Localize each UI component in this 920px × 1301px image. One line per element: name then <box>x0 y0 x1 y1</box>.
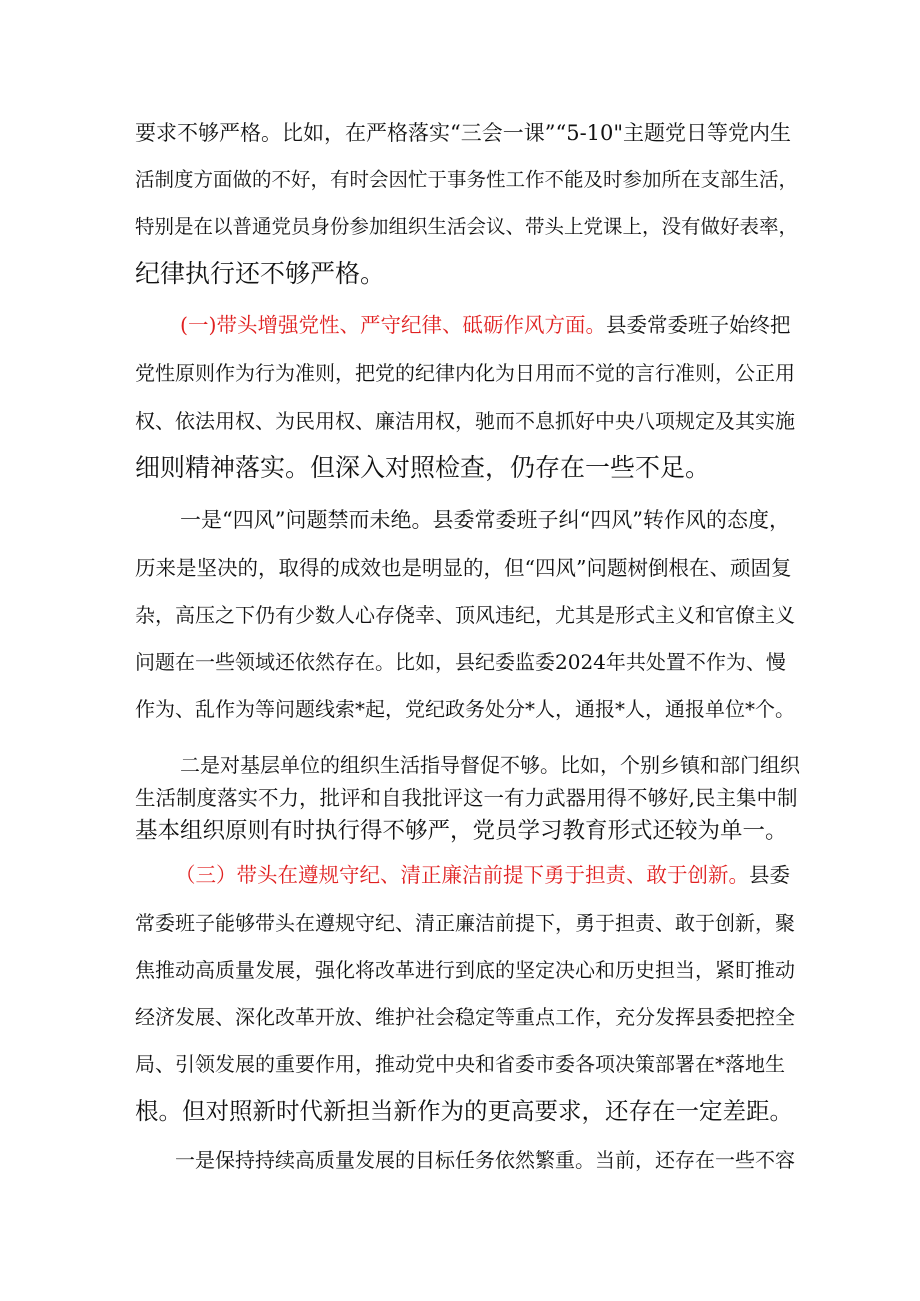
p2-line-1 <box>180 310 791 340</box>
p5-line-4: 经济发展、深化改革开放、维护社会稳定等重点工作，充分发挥县委把控全 <box>135 1005 795 1029</box>
p1-line-3: 特别是在以普通党员身份参加组织生活会议、带头上党课上，没有做好表率， <box>135 215 799 238</box>
p2-line-3: 权、依法用权、为民用权、廉洁用权，驰而不息抓好中央八项规定及其实施 <box>135 409 795 433</box>
p6-line-1: 一是保持持续高质量发展的目标任务依然繁重。当前，还存在一些不容 <box>175 1148 795 1172</box>
p5-line-5: 局、引领发展的重要作用，推动党中央和省委市委各项决策部署在*落地生 <box>135 1052 785 1076</box>
p3-line-2: 历来是坚决的，取得的成效也是明显的，但“四风”问题树倒根在、顽固复 <box>135 556 792 580</box>
p5-line-1-rest: 县委 <box>749 863 790 887</box>
section-heading-3: （三）带头在遵规守纪、清正廉洁前提下勇于担责、敢于创新。 <box>175 863 749 887</box>
p5-line-1 <box>175 860 790 890</box>
p3-line-3: 杂，高压之下仍有少数人心存侥幸、顶风违纪，尤其是形式主义和官僚主义 <box>135 603 795 627</box>
p1-line-4: 纪律执行还不够严格。 <box>135 259 386 288</box>
p2-line-1-rest: 县委常委班子始终把 <box>606 313 791 337</box>
p1-line-1: 要求不够严格。比如，在严格落实“三会一课”“5-10"主题党日等党内生 <box>135 121 792 145</box>
p5-line-2: 常委班子能够带头在遵规守纪、清正廉洁前提下，勇于担责、敢于创新，聚 <box>135 911 795 935</box>
p3-line-5: 作为、乱作为等问题线索*起，党纪政务处分*人，通报*人，通报单位*个。 <box>135 697 795 721</box>
p4-line-1: 二是对基层单位的组织生活指导督促不够。比如，个别乡镇和部门组织 <box>180 753 800 777</box>
p4-line-3: 基本组织原则有时执行得不够严，党员学习教育形式还较为单一。 <box>135 818 788 844</box>
p5-line-6: 根。但对照新时代新担当新作为的更高要求，还存在一定差距。 <box>135 1097 793 1125</box>
p3-line-1: 一是“四风”问题禁而未绝。县委常委班子纠“四风”转作风的态度， <box>180 508 790 532</box>
p4-line-2: 生活制度落实不力，批评和自我批评这一有力武器用得不够好,民主集中制 <box>135 786 798 810</box>
p2-line-4: 细则精神落实。但深入对照检查，仍存在一些不足。 <box>135 453 711 482</box>
section-heading-1: (一)带头增强党性、严守纪律、砥砺作风方面。 <box>180 313 606 337</box>
p1-line-2: 活制度方面做的不好，有时会因忙于事务性工作不能及时参加所在支部生活， <box>135 168 799 191</box>
p5-line-3: 焦推动高质量发展，强化将改革进行到底的坚定决心和历史担当，紧盯推动 <box>135 958 795 982</box>
p2-line-2: 党性原则作为行为准则，把党的纪律内化为日用而不觉的言行准则，公正用 <box>135 361 795 385</box>
p3-line-4: 问题在一些领域还依然存在。比如，县纪委监委2024年共处置不作为、慢 <box>135 650 786 674</box>
